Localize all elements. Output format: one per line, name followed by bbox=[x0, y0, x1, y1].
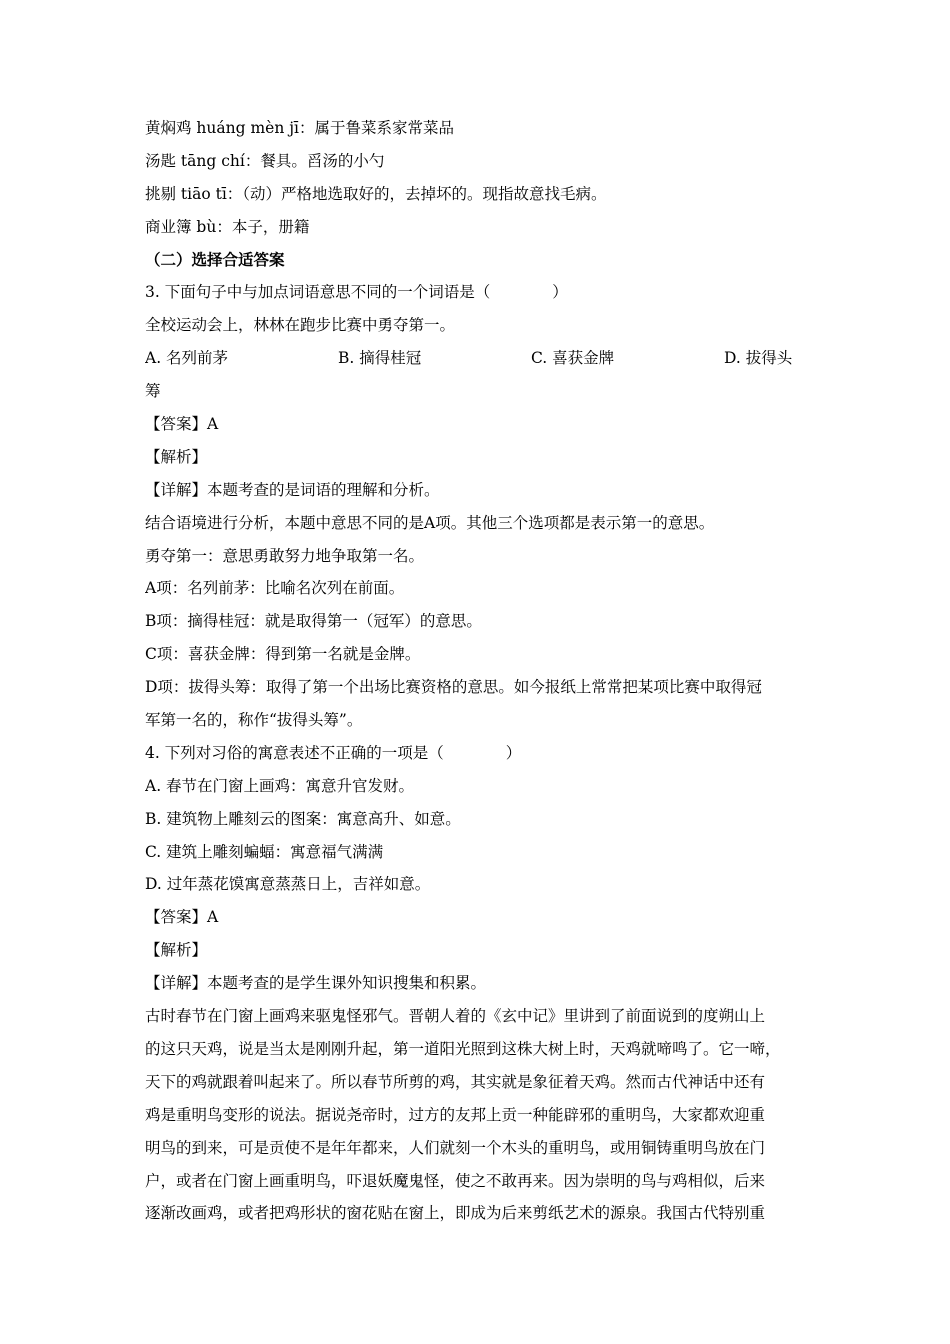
document-page bbox=[145, 112, 810, 1230]
option-c: C. 建筑上雕刻蝙蝠：寓意福气满满 bbox=[145, 842, 384, 861]
detail-line: 的这只天鸡，说是当太是刚刚升起，第一道阳光照到这株大树上时，天鸡就啼鸣了。它一啼， bbox=[145, 1039, 781, 1058]
question-3-stem: 3. 下面句子中与加点词语意思不同的一个词语是（ ） bbox=[145, 283, 568, 302]
glossary-line: 黄焖鸡 huáng mèn jī：属于鲁菜系家常菜品 bbox=[145, 119, 455, 137]
question-4-stem: 4. 下列对习俗的寓意表述不正确的一项是（ ） bbox=[145, 743, 522, 762]
option-d-wrap: 筹 bbox=[145, 382, 161, 401]
detail-line: 鸡是重明鸟变形的说法。据说尧帝时，过方的友邦上贡一种能辟邪的重明鸟，大家都欢迎重 bbox=[145, 1105, 766, 1124]
option-d: D. 拔得头 bbox=[724, 349, 793, 368]
analysis-label: 【解析】 bbox=[145, 941, 208, 960]
detail-line: D项：拔得头筹：取得了第一个出场比赛资格的意思。如今报纸上常常把某项比赛中取得冠 bbox=[145, 678, 762, 697]
detail-line: 【详解】本题考查的是学生课外知识搜集和积累。 bbox=[145, 974, 487, 993]
option-b: B. 建筑物上雕刻云的图案：寓意高升、如意。 bbox=[145, 809, 461, 828]
detail-line: 明鸟的到来，可是贡使不是年年都来，人们就刻一个木头的重明鸟，或用铜铸重明鸟放在门 bbox=[145, 1138, 766, 1157]
detail-line: 逐渐改画鸡，或者把鸡形状的窗花贴在窗上，即成为后来剪纸艺术的源泉。我国古代特别重 bbox=[145, 1204, 766, 1223]
detail-line: 古时春节在门窗上画鸡来驱鬼怪邪气。晋朝人着的《玄中记》里讲到了前面说到的度朔山上 bbox=[145, 1007, 766, 1026]
question-3-options bbox=[145, 342, 810, 375]
option-b: B. 摘得桂冠 bbox=[338, 349, 422, 368]
glossary-line: 商业簿 bù：本子，册籍 bbox=[145, 217, 310, 236]
detail-line: 军第一名的，称作“拔得头筹”。 bbox=[145, 711, 363, 730]
detail-line: A项：名列前茅：比喻名次列在前面。 bbox=[145, 579, 405, 598]
detail-line: 天下的鸡就跟着叫起来了。所以春节所剪的鸡，其实就是象征着天鸡。然而古代神话中还有 bbox=[145, 1072, 766, 1091]
answer-label: 【答案】A bbox=[145, 415, 219, 434]
detail-line: 户，或者在门窗上画重明鸟，吓退妖魔鬼怪，使之不敢再来。因为崇明的鸟与鸡相似，后来 bbox=[145, 1171, 766, 1190]
section-title: （二）选择合适答案 bbox=[145, 249, 285, 269]
question-3-sentence: 全校运动会上，林林在跑步比赛中勇夺第一。 bbox=[145, 316, 456, 335]
option-a: A. 春节在门窗上画鸡：寓意升官发财。 bbox=[145, 776, 415, 795]
option-a: A. 名列前茅 bbox=[145, 349, 229, 368]
detail-line: B项：摘得桂冠：就是取得第一（冠军）的意思。 bbox=[145, 612, 482, 631]
glossary-line: 挑剔 tiāo tī：（动）严格地选取好的，去掉坏的。现指故意找毛病。 bbox=[145, 184, 607, 203]
option-c: C. 喜获金牌 bbox=[531, 349, 615, 368]
detail-line: 结合语境进行分析，本题中意思不同的是A项。其他三个选项都是表示第一的意思。 bbox=[145, 513, 715, 532]
detail-line: C项：喜获金牌：得到第一名就是金牌。 bbox=[145, 645, 421, 664]
answer-label: 【答案】A bbox=[145, 908, 219, 927]
detail-line: 勇夺第一：意思勇敢努力地争取第一名。 bbox=[145, 546, 425, 565]
option-d: D. 过年蒸花馍寓意蒸蒸日上，吉祥如意。 bbox=[145, 875, 431, 894]
detail-line: 【详解】本题考查的是词语的理解和分析。 bbox=[145, 480, 440, 499]
glossary-line: 汤匙 tāng chí：餐具。舀汤的小勺 bbox=[145, 151, 385, 170]
analysis-label: 【解析】 bbox=[145, 447, 208, 466]
